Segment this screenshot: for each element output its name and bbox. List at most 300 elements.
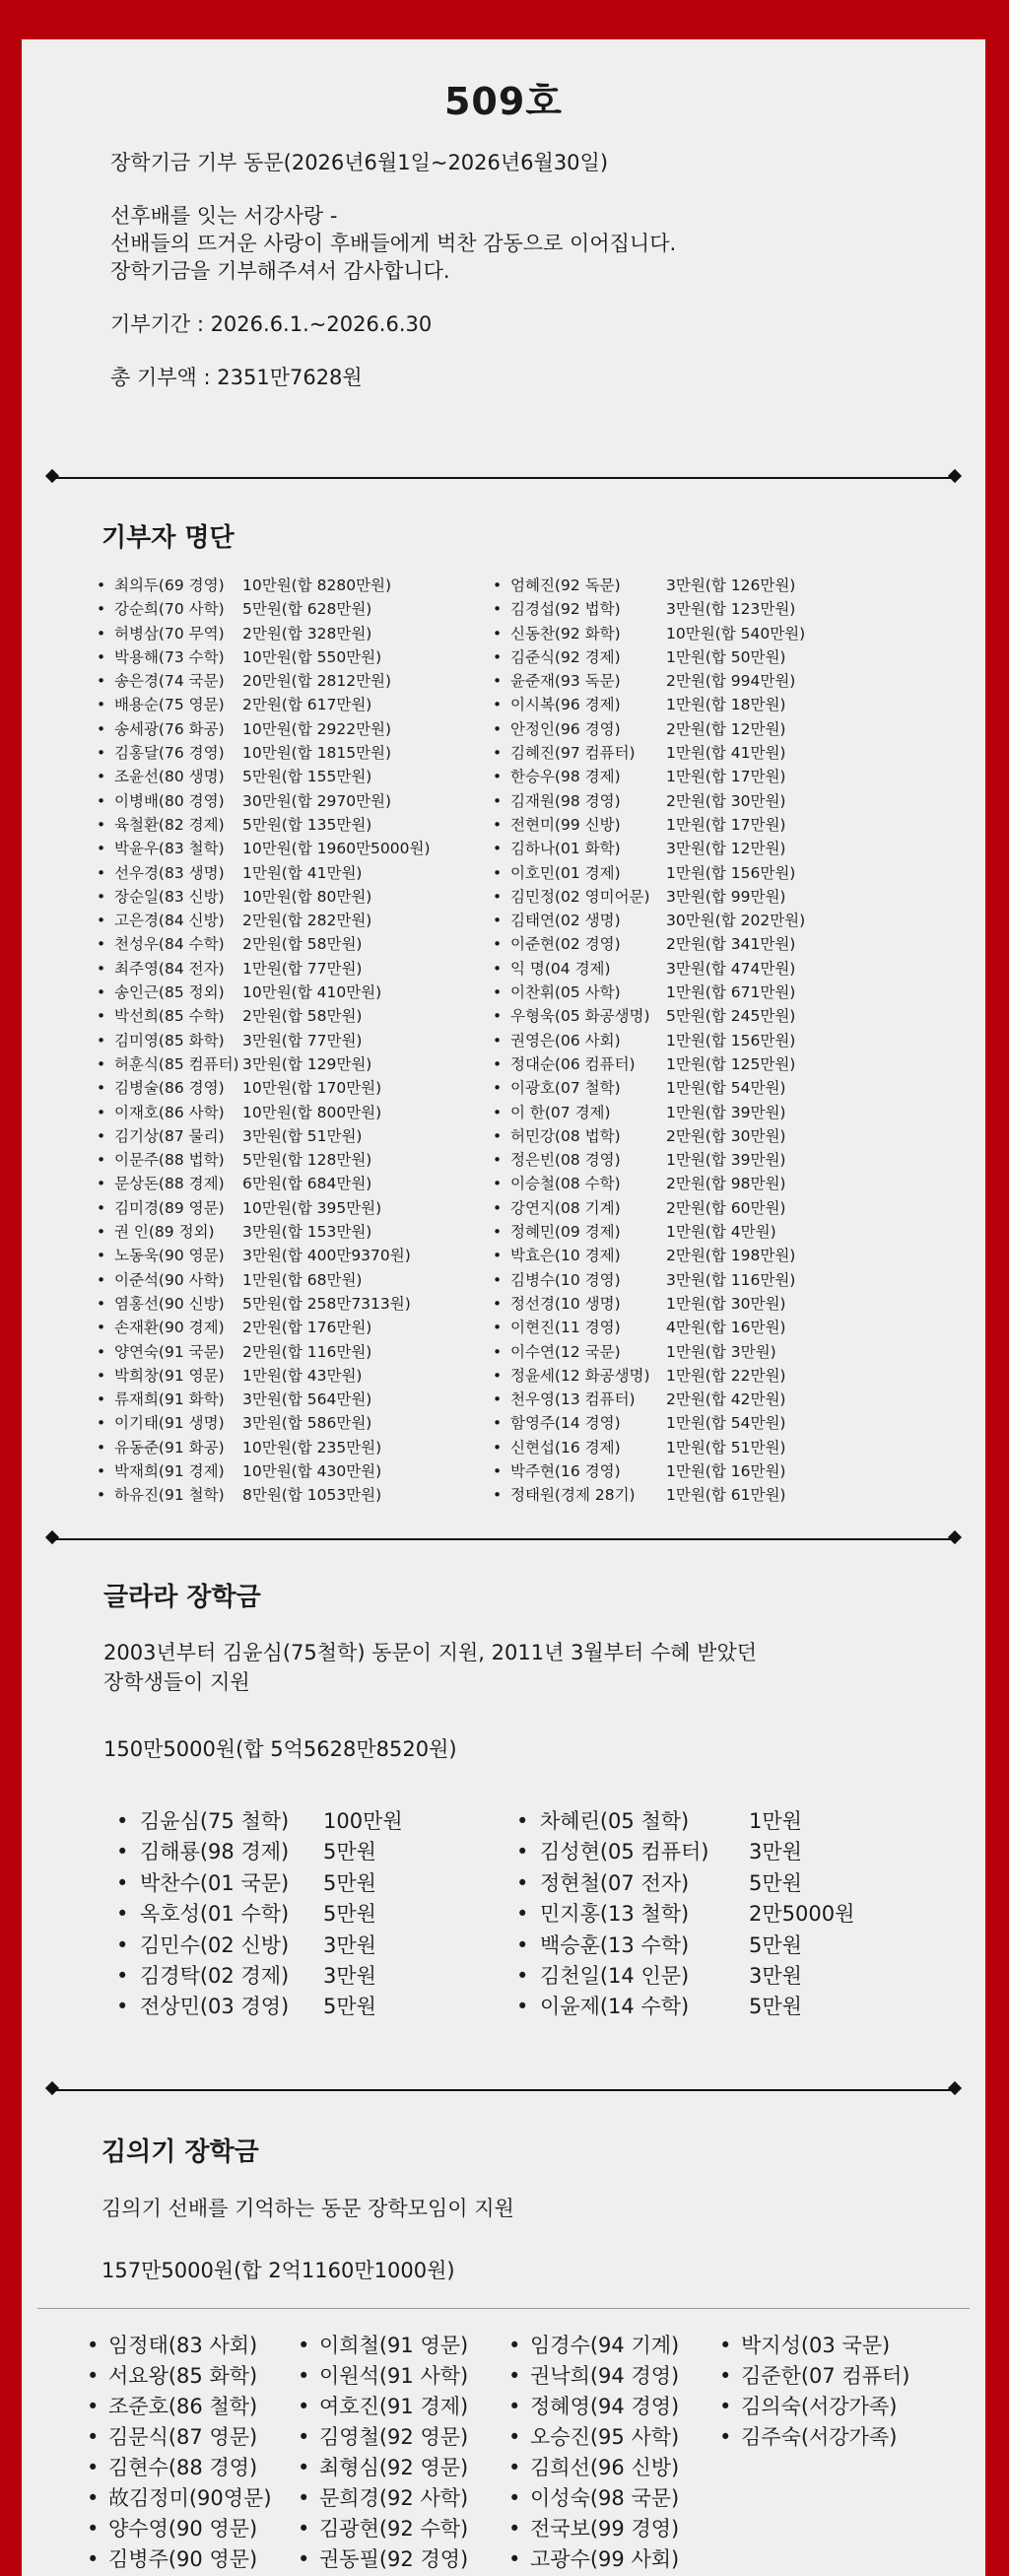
- donor-name: 하유진(91 철학): [114, 1486, 225, 1505]
- bullet-icon: •: [493, 1294, 503, 1313]
- bullet-icon: •: [493, 1223, 503, 1242]
- donor-name: 김경탁(02 경제): [140, 1963, 290, 1988]
- donor-list-left: [97, 574, 491, 1508]
- donation-amount: 1만원(합 68만원): [242, 1270, 363, 1289]
- donor-name: 임경수(94 기계): [530, 2334, 680, 2357]
- bullet-icon: •: [97, 768, 106, 786]
- list-item: [516, 1961, 930, 1992]
- bullet-icon: •: [493, 1414, 503, 1433]
- bullet-icon: •: [97, 600, 106, 619]
- bullet-icon: •: [516, 1963, 529, 1988]
- bullet-icon: •: [719, 2395, 732, 2418]
- bullet-icon: •: [493, 719, 503, 738]
- donor-name: 김미경(89 영문): [114, 1198, 225, 1217]
- donor-name: 신현섭(16 경제): [510, 1438, 621, 1457]
- donor-name: 전국보(99 경영): [530, 2517, 680, 2541]
- list-item: [508, 2331, 715, 2361]
- donor-name: 김미영(85 화학): [114, 1031, 225, 1050]
- bullet-icon: •: [493, 1342, 503, 1361]
- donation-amount: 10만원(합 430만원): [242, 1461, 382, 1480]
- list-item: [493, 622, 907, 645]
- bullet-icon: •: [508, 2486, 521, 2510]
- bullet-icon: •: [97, 1486, 106, 1505]
- list-item: [719, 2422, 956, 2453]
- donation-amount: 1만원(합 4만원): [666, 1223, 776, 1242]
- bullet-icon: •: [97, 1461, 106, 1480]
- bullet-icon: •: [97, 840, 106, 858]
- donor-name: 박지성(03 국문): [741, 2334, 891, 2357]
- bullet-icon: •: [97, 815, 106, 834]
- list-item: [97, 1268, 491, 1292]
- donation-amount: 8만원(합 1053만원): [242, 1486, 382, 1505]
- list-item: [87, 2392, 294, 2422]
- donation-amount: 2만원(합 341만원): [666, 935, 796, 954]
- bullet-icon: •: [116, 1995, 129, 2019]
- donation-amount: 10만원(합 2922만원): [242, 719, 392, 738]
- bullet-icon: •: [719, 2364, 732, 2388]
- donation-amount: 6만원(합 684만원): [242, 1175, 372, 1193]
- donor-name: 허병삼(70 무역): [114, 624, 225, 643]
- donor-name: 조윤선(80 생명): [114, 768, 225, 786]
- donor-name: 정은빈(08 경영): [510, 1151, 621, 1170]
- kim-list-col3: [508, 2331, 715, 2575]
- donation-amount: 3만원: [749, 1840, 802, 1864]
- donor-name: 박찬수(01 국문): [140, 1870, 290, 1895]
- donor-name: 문희경(92 사학): [319, 2486, 469, 2510]
- bullet-icon: •: [298, 2425, 310, 2449]
- bullet-icon: •: [97, 1054, 106, 1073]
- gloria-list-right: [516, 1806, 930, 2023]
- bullet-icon: •: [508, 2364, 521, 2388]
- bullet-icon: •: [97, 744, 106, 763]
- bullet-icon: •: [508, 2547, 521, 2571]
- bullet-icon: •: [97, 959, 106, 978]
- donor-name: 이 한(07 경제): [510, 1103, 611, 1121]
- list-item: [298, 2361, 504, 2392]
- donor-name: 이호민(01 경제): [510, 863, 621, 882]
- bullet-icon: •: [97, 672, 106, 691]
- donor-name: 육철환(82 경제): [114, 815, 225, 834]
- kim-desc: 김의기 선배를 기억하는 동문 장학모임이 지원: [101, 2197, 514, 2220]
- donation-amount: 5만원: [749, 1932, 802, 1957]
- list-item: [493, 645, 907, 669]
- list-item: [508, 2483, 715, 2514]
- list-item: [493, 837, 907, 860]
- list-item: [97, 1196, 491, 1220]
- list-item: [116, 1992, 510, 2022]
- donation-amount: 1만원(합 3만원): [666, 1342, 776, 1361]
- donation-amount: 100만원: [323, 1809, 403, 1833]
- list-item: [493, 741, 907, 765]
- donor-name: 최형심(92 영문): [319, 2456, 469, 2479]
- list-item: [493, 1268, 907, 1292]
- donor-name: 이병배(80 경영): [114, 791, 225, 810]
- donor-name: 권동필(92 경영): [319, 2547, 469, 2571]
- donor-name: 박용해(73 수학): [114, 647, 225, 666]
- list-item: [87, 2361, 294, 2392]
- bullet-icon: •: [97, 1079, 106, 1098]
- list-item: [116, 1806, 510, 1837]
- bullet-icon: •: [87, 2547, 100, 2571]
- donor-name: 김민수(02 신방): [140, 1932, 290, 1957]
- list-item: [116, 1868, 510, 1899]
- bullet-icon: •: [97, 1223, 106, 1242]
- kim-separator: [37, 2308, 970, 2309]
- list-item: [97, 1340, 491, 1364]
- donation-amount: 3만원: [323, 1963, 376, 1988]
- donor-name: 김하나(01 화학): [510, 840, 621, 858]
- bullet-icon: •: [97, 863, 106, 882]
- donor-name: 김의숙(서강가족): [741, 2395, 898, 2418]
- list-item: [87, 2514, 294, 2544]
- donor-name: 전현미(99 신방): [510, 815, 621, 834]
- donor-name: 김영철(92 영문): [319, 2425, 469, 2449]
- list-item: [116, 1931, 510, 1961]
- donation-amount: 2만원(합 12만원): [666, 719, 786, 738]
- donation-amount: 1만원(합 18만원): [666, 696, 786, 714]
- donation-amount: 10만원(합 800만원): [242, 1103, 382, 1121]
- bullet-icon: •: [87, 2395, 100, 2418]
- list-item: [97, 1052, 491, 1076]
- donation-amount: 3만원(합 51만원): [242, 1126, 363, 1145]
- donation-amount: 10만원(합 8280만원): [242, 576, 392, 594]
- list-item: [97, 622, 491, 645]
- list-item: [97, 1076, 491, 1100]
- list-item: [298, 2483, 504, 2514]
- bullet-icon: •: [493, 1103, 503, 1121]
- page-card: [22, 39, 985, 2576]
- donation-amount: 2만5000원: [749, 1902, 855, 1927]
- donation-amount: 3만원: [323, 1932, 376, 1957]
- section-divider: [49, 477, 958, 479]
- list-item: [87, 2483, 294, 2514]
- donor-name: 옥호성(01 수학): [140, 1902, 290, 1927]
- donation-amount: 2만원(합 176만원): [242, 1319, 372, 1337]
- bullet-icon: •: [493, 815, 503, 834]
- list-item: [97, 1029, 491, 1052]
- donation-amount: 1만원(합 41만원): [242, 863, 363, 882]
- donor-name: 강연지(08 기계): [510, 1198, 621, 1217]
- intro-line: 선후배를 잇는 서강사랑 -: [110, 204, 338, 228]
- donation-amount: 10만원(합 235만원): [242, 1438, 382, 1457]
- list-item: [493, 1004, 907, 1028]
- list-item: [97, 1436, 491, 1459]
- list-item: [493, 1340, 907, 1364]
- donation-amount: 1만원(합 51만원): [666, 1438, 786, 1457]
- list-item: [87, 2453, 294, 2483]
- donor-name: 김혜진(97 컴퓨터): [510, 744, 636, 763]
- donor-name: 배용순(75 영문): [114, 696, 225, 714]
- donation-period: 기부기간 : 2026.6.1.~2026.6.30: [110, 312, 433, 336]
- list-item: [298, 2453, 504, 2483]
- donor-name: 고은경(84 신방): [114, 912, 225, 930]
- donor-name: 김홍달(76 경영): [114, 744, 225, 763]
- donor-name: 김천일(14 인문): [540, 1963, 690, 1988]
- list-item: [97, 765, 491, 788]
- list-item: [116, 1837, 510, 1867]
- bullet-icon: •: [493, 863, 503, 882]
- list-item: [97, 597, 491, 621]
- donor-name: 권 인(89 정외): [114, 1223, 215, 1242]
- bullet-icon: •: [97, 1342, 106, 1361]
- list-item: [493, 1172, 907, 1195]
- donor-name: 민지홍(13 철학): [540, 1902, 690, 1927]
- donor-name: 정태원(경제 28기): [510, 1486, 636, 1505]
- donor-name: 김병술(86 경영): [114, 1079, 225, 1098]
- donation-amount: 10만원(합 550만원): [242, 647, 382, 666]
- donation-amount: 10만원(합 410만원): [242, 983, 382, 1002]
- list-item: [493, 574, 907, 597]
- donation-amount: 3만원(합 129만원): [242, 1054, 372, 1073]
- bullet-icon: •: [493, 1366, 503, 1385]
- kim-list-col1: [87, 2331, 294, 2575]
- donor-name: 이시복(96 경제): [510, 696, 621, 714]
- donor-name: 염홍선(90 신방): [114, 1294, 225, 1313]
- donor-name: 김문식(87 영문): [108, 2425, 258, 2449]
- donation-amount: 10만원(합 540만원): [666, 624, 806, 643]
- intro-line: 선배들의 뜨거운 사랑이 후배들에게 벅찬 감동으로 이어집니다.: [110, 232, 677, 255]
- list-item: [508, 2514, 715, 2544]
- list-item: [493, 885, 907, 909]
- bullet-icon: •: [97, 791, 106, 810]
- donor-name: 박효은(10 경제): [510, 1247, 621, 1265]
- bullet-icon: •: [493, 1247, 503, 1265]
- list-item: [493, 981, 907, 1004]
- bullet-icon: •: [298, 2517, 310, 2541]
- bullet-icon: •: [508, 2395, 521, 2418]
- gloria-heading: 글라라 장학금: [103, 1583, 261, 1612]
- bullet-icon: •: [493, 983, 503, 1002]
- list-item: [97, 932, 491, 956]
- donor-name: 최의두(69 경영): [114, 576, 225, 594]
- bullet-icon: •: [493, 672, 503, 691]
- bullet-icon: •: [508, 2456, 521, 2479]
- bullet-icon: •: [493, 1079, 503, 1098]
- gloria-desc: [103, 1638, 757, 1697]
- bullet-icon: •: [97, 1007, 106, 1026]
- bullet-icon: •: [493, 959, 503, 978]
- bullet-icon: •: [516, 1840, 529, 1864]
- donor-name: 윤준재(93 독문): [510, 672, 621, 691]
- bullet-icon: •: [87, 2334, 100, 2357]
- gloria-desc-line: 장학생들이 지원: [103, 1670, 250, 1694]
- list-item: [493, 1029, 907, 1052]
- list-item: [493, 1220, 907, 1244]
- donor-name: 한승우(98 경제): [510, 768, 621, 786]
- bullet-icon: •: [516, 1870, 529, 1895]
- donor-name: 천우영(13 컴퓨터): [510, 1390, 636, 1409]
- kim-total: 157만5000원(합 2억1160만1000원): [101, 2259, 455, 2282]
- donation-amount: 1만원(합 50만원): [666, 647, 786, 666]
- bullet-icon: •: [493, 935, 503, 954]
- donation-amount: 1만원(합 43만원): [242, 1366, 363, 1385]
- donor-name: 장순일(83 신방): [114, 887, 225, 906]
- page-title: 509호: [443, 80, 564, 123]
- donor-name: 이승철(08 수학): [510, 1175, 621, 1193]
- donor-name: 우형욱(05 화공생명): [510, 1007, 650, 1026]
- bullet-icon: •: [116, 1870, 129, 1895]
- donation-amount: 2만원(합 282만원): [242, 912, 372, 930]
- donor-name: 이윤제(14 수학): [540, 1995, 690, 2019]
- list-item: [508, 2544, 715, 2575]
- list-item: [97, 789, 491, 813]
- bullet-icon: •: [298, 2456, 310, 2479]
- donor-name: 김경섭(92 법학): [510, 600, 621, 619]
- section-divider: [49, 1538, 958, 1540]
- list-item: [516, 1992, 930, 2022]
- donor-name: 오승진(95 사학): [530, 2425, 680, 2449]
- list-item: [493, 1101, 907, 1124]
- bullet-icon: •: [87, 2456, 100, 2479]
- donation-amount: 1만원(합 30만원): [666, 1294, 786, 1313]
- list-item: [493, 1076, 907, 1100]
- donor-name: 최주영(84 전자): [114, 959, 225, 978]
- donation-amount: 2만원(합 994만원): [666, 672, 796, 691]
- list-item: [516, 1837, 930, 1867]
- donor-name: 안정인(96 경영): [510, 719, 621, 738]
- bullet-icon: •: [516, 1995, 529, 2019]
- bullet-icon: •: [116, 1902, 129, 1927]
- donation-amount: 3만원(합 99만원): [666, 887, 786, 906]
- list-item: [97, 1411, 491, 1435]
- bullet-icon: •: [87, 2364, 100, 2388]
- bullet-icon: •: [116, 1840, 129, 1864]
- donation-amount: 2만원(합 58만원): [242, 935, 363, 954]
- bullet-icon: •: [97, 1438, 106, 1457]
- donation-amount: 2만원(합 30만원): [666, 791, 786, 810]
- donation-amount: 1만원(합 54만원): [666, 1414, 786, 1433]
- donor-name: 이원석(91 사학): [319, 2364, 469, 2388]
- list-item: [116, 1961, 510, 1992]
- gloria-total: 150만5000원(합 5억5628만8520원): [103, 1737, 457, 1761]
- donation-amount: 5만원(합 628만원): [242, 600, 372, 619]
- list-item: [516, 1931, 930, 1961]
- bullet-icon: •: [516, 1902, 529, 1927]
- bullet-icon: •: [493, 1007, 503, 1026]
- donation-amount: 4만원(합 16만원): [666, 1319, 786, 1337]
- list-item: [97, 1220, 491, 1244]
- bullet-icon: •: [508, 2517, 521, 2541]
- list-item: [516, 1899, 930, 1930]
- donation-amount: 5만원: [323, 1870, 376, 1895]
- list-item: [97, 1483, 491, 1507]
- donor-name: 김기상(87 물리): [114, 1126, 225, 1145]
- list-item: [97, 717, 491, 741]
- bullet-icon: •: [516, 1809, 529, 1833]
- bullet-icon: •: [493, 576, 503, 594]
- donor-name: 고광수(99 사회): [530, 2547, 680, 2571]
- donation-amount: 1만원(합 156만원): [666, 1031, 796, 1050]
- list-item: [516, 1868, 930, 1899]
- bullet-icon: •: [97, 1175, 106, 1193]
- donation-amount: 30만원(합 202만원): [666, 912, 806, 930]
- list-item: [87, 2331, 294, 2361]
- donation-amount: 3만원(합 586만원): [242, 1414, 372, 1433]
- donation-amount: 5만원: [749, 1870, 802, 1895]
- donor-name: 조준호(86 철학): [108, 2395, 258, 2418]
- list-item: [97, 574, 491, 597]
- list-item: [87, 2422, 294, 2453]
- donation-amount: 1만원(합 54만원): [666, 1079, 786, 1098]
- donor-name: 서요왕(85 화학): [108, 2364, 258, 2388]
- list-item: [493, 1316, 907, 1339]
- bullet-icon: •: [97, 624, 106, 643]
- donation-amount: 2만원(합 98만원): [666, 1175, 786, 1193]
- donor-name: 여호진(91 경제): [319, 2395, 469, 2418]
- bullet-icon: •: [493, 624, 503, 643]
- bullet-icon: •: [97, 1366, 106, 1385]
- bullet-icon: •: [97, 1294, 106, 1313]
- donation-amount: 3만원(합 153만원): [242, 1223, 372, 1242]
- donor-name: 박주현(16 경영): [510, 1461, 621, 1480]
- donor-name: 김준식(92 경제): [510, 647, 621, 666]
- donor-name: 박재희(91 경제): [114, 1461, 225, 1480]
- bullet-icon: •: [87, 2517, 100, 2541]
- donation-amount: 3만원(합 400만9370원): [242, 1247, 411, 1265]
- donation-amount: 2만원(합 58만원): [242, 1007, 363, 1026]
- donation-amount: 1만원(합 125만원): [666, 1054, 796, 1073]
- donor-name: 문상돈(88 경제): [114, 1175, 225, 1193]
- list-item: [493, 1388, 907, 1411]
- donation-amount: 2만원(합 30만원): [666, 1126, 786, 1145]
- donation-amount: 5만원(합 245만원): [666, 1007, 796, 1026]
- donor-name: 임정태(83 사회): [108, 2334, 258, 2357]
- bullet-icon: •: [508, 2425, 521, 2449]
- list-item: [493, 1244, 907, 1267]
- bullet-icon: •: [493, 1486, 503, 1505]
- donor-name: 노동욱(90 영문): [114, 1247, 225, 1265]
- donor-name: 허훈식(85 컴퓨터): [114, 1054, 239, 1073]
- list-item: [493, 1124, 907, 1148]
- bullet-icon: •: [493, 1151, 503, 1170]
- donor-name: 김해룡(98 경제): [140, 1840, 290, 1864]
- section-divider: [49, 2089, 958, 2091]
- list-item: [508, 2361, 715, 2392]
- donor-name: 유동준(91 화공): [114, 1438, 225, 1457]
- bullet-icon: •: [298, 2364, 310, 2388]
- bullet-icon: •: [298, 2395, 310, 2418]
- bullet-icon: •: [97, 719, 106, 738]
- list-item: [87, 2544, 294, 2575]
- list-item: [493, 597, 907, 621]
- donation-amount: 2만원(합 617만원): [242, 696, 372, 714]
- bullet-icon: •: [116, 1932, 129, 1957]
- donation-amount: 3만원(합 123만원): [666, 600, 796, 619]
- donation-amount: 10만원(합 1960만5000원): [242, 840, 431, 858]
- list-item: [97, 1364, 491, 1388]
- donor-name: 이준석(90 사학): [114, 1270, 225, 1289]
- list-item: [493, 1364, 907, 1388]
- bullet-icon: •: [516, 1932, 529, 1957]
- bullet-icon: •: [97, 647, 106, 666]
- bullet-icon: •: [493, 1461, 503, 1480]
- donation-amount: 5만원: [323, 1902, 376, 1927]
- donor-name: 박선희(85 수학): [114, 1007, 225, 1026]
- list-item: [97, 1172, 491, 1195]
- donor-name: 강순희(70 사학): [114, 600, 225, 619]
- bullet-icon: •: [97, 1319, 106, 1337]
- bullet-icon: •: [719, 2334, 732, 2357]
- list-item: [719, 2331, 956, 2361]
- bullet-icon: •: [493, 1438, 503, 1457]
- list-item: [493, 693, 907, 716]
- donor-name: 류재희(91 화학): [114, 1390, 225, 1409]
- donor-list-right: [493, 574, 907, 1508]
- list-item: [97, 1148, 491, 1172]
- donor-name: 故김정미(90영문): [108, 2486, 272, 2510]
- gloria-list-left: [116, 1806, 510, 2023]
- list-item: [493, 789, 907, 813]
